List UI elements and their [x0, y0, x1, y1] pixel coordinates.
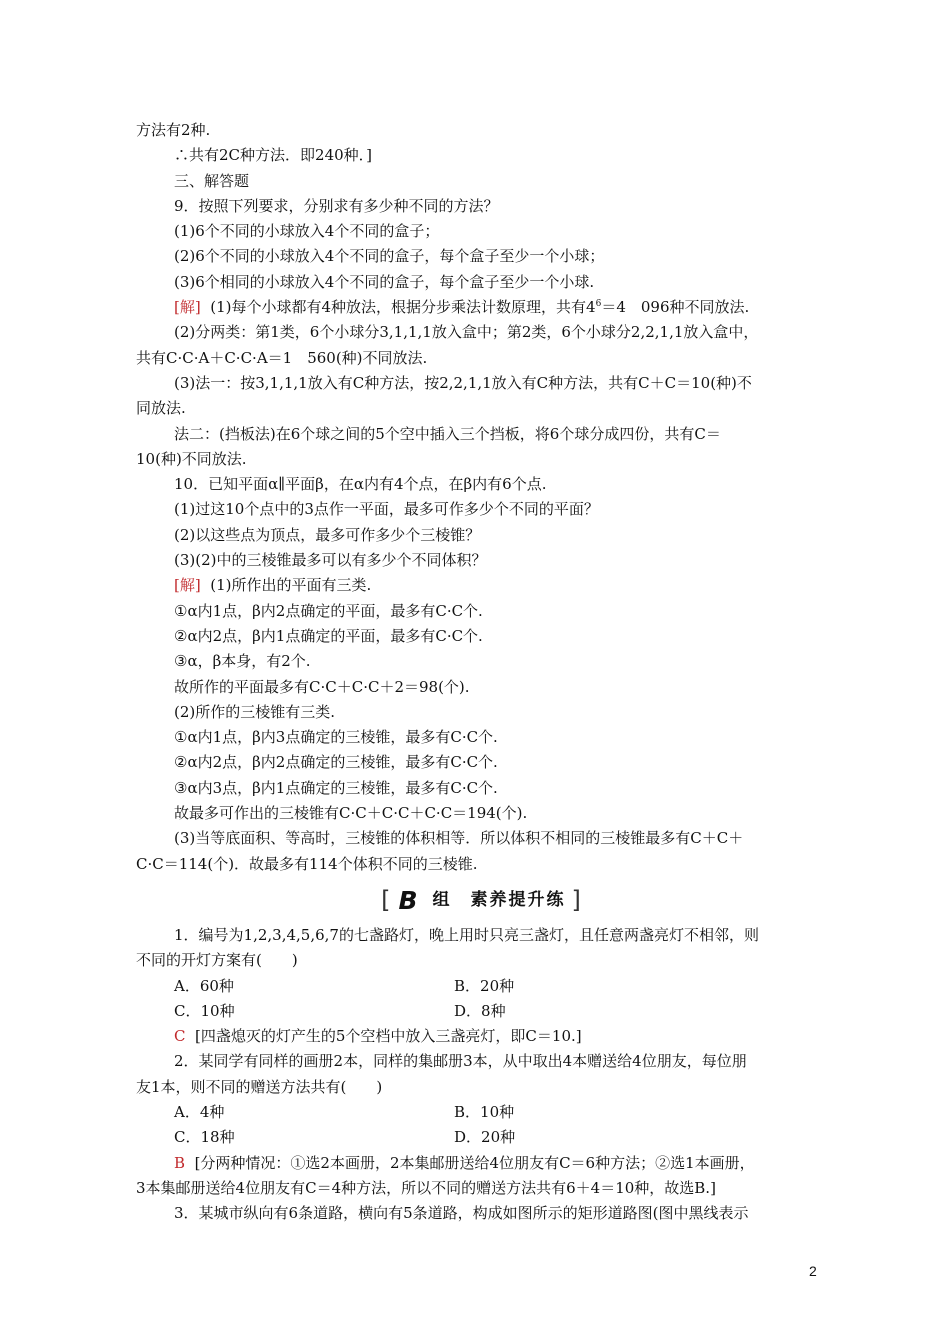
explanation: 3本集邮册送给4位朋友有C＝4种方法，所以不同的赠送方法共有6＋4＝10种，故选B.] [136, 1178, 716, 1197]
solution-10-line: ①α内1点，β内2点确定的平面，最多有C·C个. [174, 601, 483, 620]
question-9-stem: 9．按照下列要求，分别求有多少种不同的方法？ [174, 196, 499, 215]
solution-10-line: ②α内2点，β内2点确定的三棱锥，最多有C·C个. [174, 753, 498, 772]
solution-10-line: 故所作的平面最多有C·C＋C·C＋2＝98(个). [174, 677, 470, 696]
question-9-part-3: (3)6个相同的小球放入4个不同的盒子，每个盒子至少一个小球. [174, 272, 595, 291]
option-d: D．20种 [454, 1128, 516, 1147]
options-row [136, 999, 826, 1024]
b-question-1-stem: 1．编号为1,2,3,4,5,6,7的七盏路灯，晚上用时只亮三盏灯，且任意两盏亮灯不相邻，则 [174, 925, 759, 944]
question-10-part-3: (3)(2)中的三棱锥最多可以有多少个不同体积？ [174, 551, 487, 570]
b-question-2-stem: 2．某同学有同样的画册2本，同样的集邮册3本，从中取出4本赠送给4位朋友，每位朋 [174, 1052, 747, 1071]
solution-9-line: 10(种)不同放法. [136, 449, 247, 468]
solution-10-line: ②α内2点，β内1点确定的平面，最多有C·C个. [174, 626, 483, 645]
solution-9-line: (2)分两类：第1类，6个小球分3,1,1,1放入盒中；第2类，6个小球分2,2,1,1放入盒中， [174, 323, 759, 342]
solution-tag: [解] [174, 298, 201, 317]
solution-10-line: 故最多可作出的三棱锥有C·C＋C·C＋C·C＝194(个). [174, 804, 528, 823]
page-number: 2 [809, 1263, 817, 1279]
question-9-part-2: (2)6个不同的小球放入4个不同的盒子，每个盒子至少一个小球； [174, 247, 605, 266]
option-c: C．10种 [174, 1001, 235, 1020]
option-a: A．4种 [174, 1102, 225, 1121]
solution-9-line: 共有C·C·A＋C·C·A＝1 560(种)不同放法. [136, 348, 428, 367]
solution-10-line: ③α，β本身，有2个. [174, 652, 311, 671]
text-line: ∴共有2C种方法．即240种．] [174, 146, 373, 165]
solution-9-line: 法二：(挡板法)在6个球之间的5个空中插入三个挡板，将6个球分成四份，共有C＝ [174, 424, 721, 443]
question-9-part-1: (1)6个不同的小球放入4个不同的盒子； [174, 222, 440, 241]
answer-letter: C [174, 1027, 186, 1046]
solution-9-line: [解] (1)每个小球都有4种放法，根据分步乘法计数原理，共有$4^6=4$ 096种不同放法. [174, 298, 750, 317]
solution-10-line: C·C＝114(个)．故最多有114个体积不同的三棱锥. [136, 854, 478, 873]
text-line: 方法有2种. [136, 121, 211, 139]
question-10-stem: 10．已知平面α∥平面β，在α内有4个点，在β内有6个点. [174, 475, 547, 494]
b-question-3-stem: 3．某城市纵向有6条道路，横向有5条道路，构成如图所示的矩形道路图(图中黑线表示 [174, 1204, 749, 1223]
solution-10-line: (3)当等底面积、等高时，三棱锥的体积相等．所以体积不相同的三棱锥最多有C＋C＋ [174, 829, 744, 848]
document-page [136, 118, 826, 1226]
question-10-part-1: (1)过这10个点中的3点作一平面，最多可作多少个不同的平面？ [174, 500, 599, 519]
option-b: B．10种 [454, 1102, 515, 1121]
banner-letter: B [398, 886, 419, 916]
solution-10-line: [解] (1)所作出的平面有三类. [174, 576, 372, 595]
answer-line [136, 1151, 826, 1176]
banner-title: 组 素养提升练 [432, 890, 566, 911]
solution-9-line: (3)法一：按3,1,1,1放入有C种方法，按2,2,1,1放入有C种方法，共有C＋C＝10(种)不 [174, 373, 752, 392]
b-question-2-stem: 友1本，则不同的赠送方法共有( ) [136, 1077, 383, 1096]
question-10-part-2: (2)以这些点为顶点，最多可作多少个三棱锥？ [174, 525, 481, 544]
explanation: [四盏熄灭的灯产生的5个空档中放入三盏亮灯，即C＝10.] [195, 1027, 582, 1046]
banner-right-bracket: ] [571, 886, 581, 915]
options-row [136, 1125, 826, 1150]
section-b-banner [136, 881, 826, 921]
options-row [136, 974, 826, 999]
options-row [136, 1100, 826, 1125]
answer-line [136, 1024, 826, 1049]
explanation: [分两种情况：①选2本画册，2本集邮册送给4位朋友有C＝6种方法；②选1本画册， [194, 1153, 755, 1172]
option-b: B．20种 [454, 976, 515, 995]
option-a: A．60种 [174, 976, 234, 995]
banner-left-bracket: [ [381, 886, 391, 915]
solution-10-line: ③α内3点，β内1点确定的三棱锥，最多有C·C个. [174, 778, 498, 797]
exponent: 6 [595, 299, 602, 310]
option-d: D．8种 [454, 1001, 506, 1020]
solution-9-line: 同放法. [136, 399, 186, 418]
solution-tag: [解] [174, 576, 201, 595]
option-c: C．18种 [174, 1128, 235, 1147]
answer-letter: B [174, 1153, 186, 1172]
solution-10-line: (2)所作的三棱锥有三类. [174, 702, 336, 721]
b-question-1-stem: 不同的开灯方案有( ) [136, 951, 298, 970]
solution-10-line: ①α内1点，β内3点确定的三棱锥，最多有C·C个. [174, 728, 498, 747]
section-heading: 三、解答题 [174, 171, 250, 190]
